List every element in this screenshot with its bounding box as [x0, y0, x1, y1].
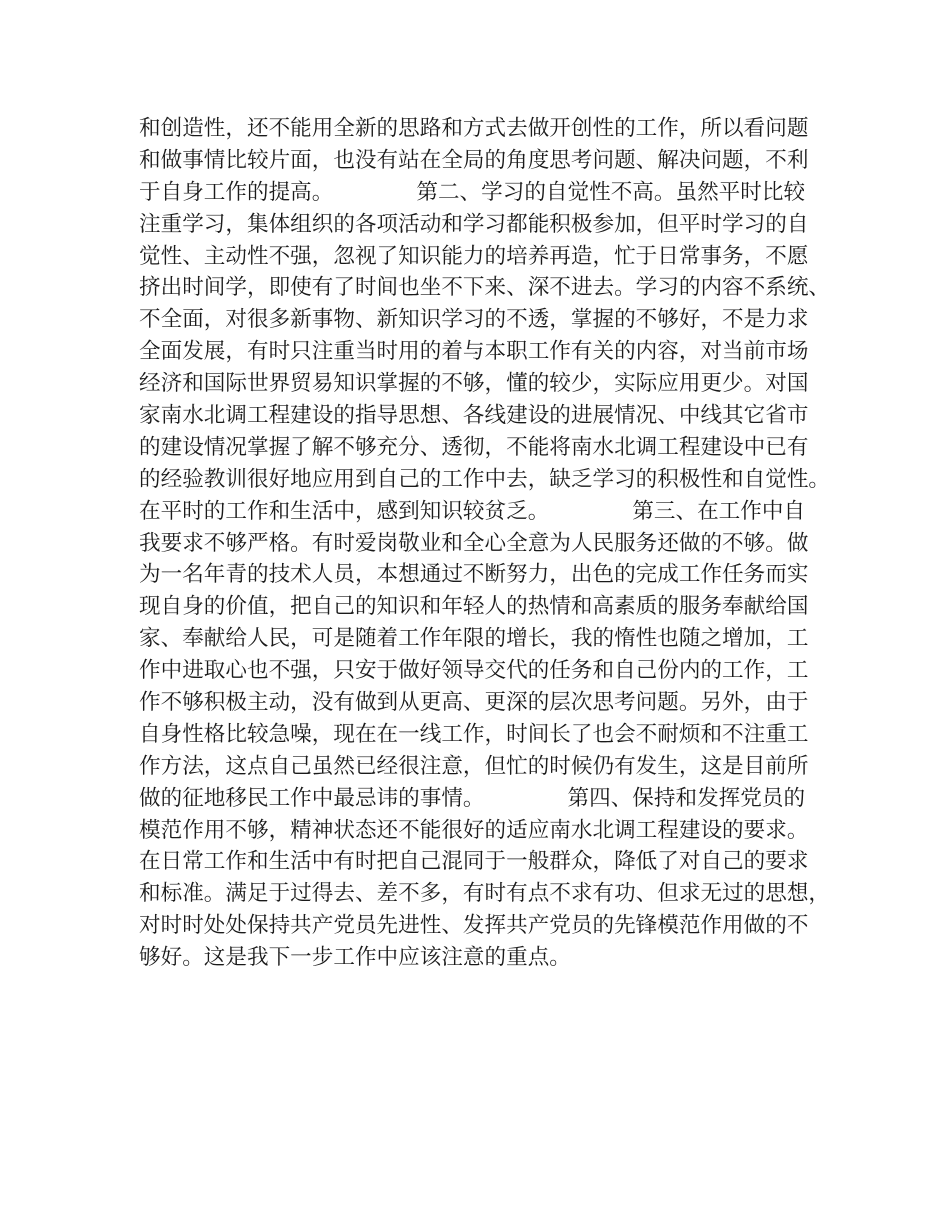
text-line — [139, 783, 829, 815]
text-run: 模范作用不够，精神状态还不能很好的适应南水北调工程建设的要求。 — [139, 817, 809, 843]
text-line — [139, 496, 829, 528]
text-line — [139, 910, 829, 942]
text-run: 挤出时间学，即使有了时间也坐不下来、深不进去。学习的内容不系统、 — [139, 275, 831, 301]
text-run: 的建设情况掌握了解不够充分、透彻，不能将南水北调工程建设中已有 — [139, 434, 809, 460]
text-line — [139, 846, 829, 878]
text-line — [139, 528, 829, 560]
text-run: 全面发展，有时只注重当时用的着与本职工作有关的内容，对当前市场 — [139, 339, 809, 365]
text-run: 经济和国际世界贸易知识掌握的不够，懂的较少，实际应用更少。对国 — [139, 371, 809, 397]
text-line — [139, 942, 829, 974]
text-line — [139, 464, 829, 496]
text-run: 不全面，对很多新事物、新知识学习的不透，掌握的不够好，不是力求 — [139, 307, 809, 333]
text-run: 我要求不够严格。有时爱岗敬业和全心全意为人民服务还做的不够。做 — [139, 530, 809, 556]
text-line — [139, 272, 829, 304]
text-line — [139, 559, 829, 591]
text-run: 觉性、主动性不强，忽视了知识能力的培养再造，忙于日常事务，不愿 — [139, 243, 809, 269]
text-line — [139, 400, 829, 432]
text-line — [139, 145, 829, 177]
text-line — [139, 304, 829, 336]
text-line — [139, 336, 829, 368]
section-heading: 第二、学习的自觉性不高。虽然平时比较 — [416, 179, 806, 205]
section-heading: 第三、在工作中自 — [632, 498, 806, 524]
text-line — [139, 241, 829, 273]
text-run: 作方法，这点自己虽然已经很注意，但忙的时候仍有发生，这是目前所 — [139, 753, 809, 779]
text-run: 于自身工作的提高。 — [139, 179, 334, 205]
text-line — [139, 113, 829, 145]
text-line — [139, 591, 829, 623]
text-line — [139, 687, 829, 719]
text-run: 做的征地移民工作中最忌讳的事情。 — [139, 785, 485, 811]
text-run: 对时时处处保持共产党员先进性、发挥共产党员的先锋模范作用做的不 — [139, 913, 809, 939]
text-run: 在平时的工作和生活中，感到知识较贫乏。 — [139, 498, 550, 524]
text-run: 作中进取心也不强，只安于做好领导交代的任务和自己份内的工作，工 — [139, 658, 809, 684]
text-line — [139, 878, 829, 910]
text-run: 自身性格比较急噪，现在在一线工作，时间长了也会不耐烦和不注重工 — [139, 721, 809, 747]
text-run: 和标准。满足于过得去、差不多，有时有点不求有功、但求无过的思想， — [139, 881, 831, 907]
body-text — [139, 113, 829, 974]
text-run: 够好。这是我下一步工作中应该注意的重点。 — [139, 945, 571, 971]
text-run: 和创造性，还不能用全新的思路和方式去做开创性的工作，所以看问题 — [139, 116, 809, 141]
text-run: 作不够积极主动，没有做到从更高、更深的层次思考问题。另外，由于 — [139, 690, 809, 716]
text-line — [139, 719, 829, 751]
text-run: 家南水北调工程建设的指导思想、各线建设的进展情况、中线其它省市 — [139, 403, 809, 429]
text-run: 的经验教训很好地应用到自己的工作中去，缺乏学习的积极性和自觉性。 — [139, 466, 831, 492]
text-run: 家、奉献给人民，可是随着工作年限的增长，我的惰性也随之增加，工 — [139, 626, 809, 652]
text-line — [139, 815, 829, 847]
text-run: 和做事情比较片面，也没有站在全局的角度思考问题、解决问题，不利 — [139, 147, 809, 173]
text-run: 现自身的价值，把自己的知识和年轻人的热情和高素质的服务奉献给国 — [139, 594, 809, 620]
text-line — [139, 368, 829, 400]
text-run: 在日常工作和生活中有时把自己混同于一般群众，降低了对自己的要求 — [139, 849, 809, 875]
text-line — [139, 655, 829, 687]
text-line — [139, 177, 829, 209]
text-line — [139, 623, 829, 655]
text-run: 为一名年青的技术人员，本想通过不断努力，出色的完成工作任务而实 — [139, 562, 809, 588]
text-line — [139, 209, 829, 241]
section-heading: 第四、保持和发挥党员的 — [567, 785, 806, 811]
text-run: 注重学习，集体组织的各项活动和学习都能积极参加，但平时学习的自 — [139, 211, 809, 237]
text-line — [139, 432, 829, 464]
text-line — [139, 751, 829, 783]
